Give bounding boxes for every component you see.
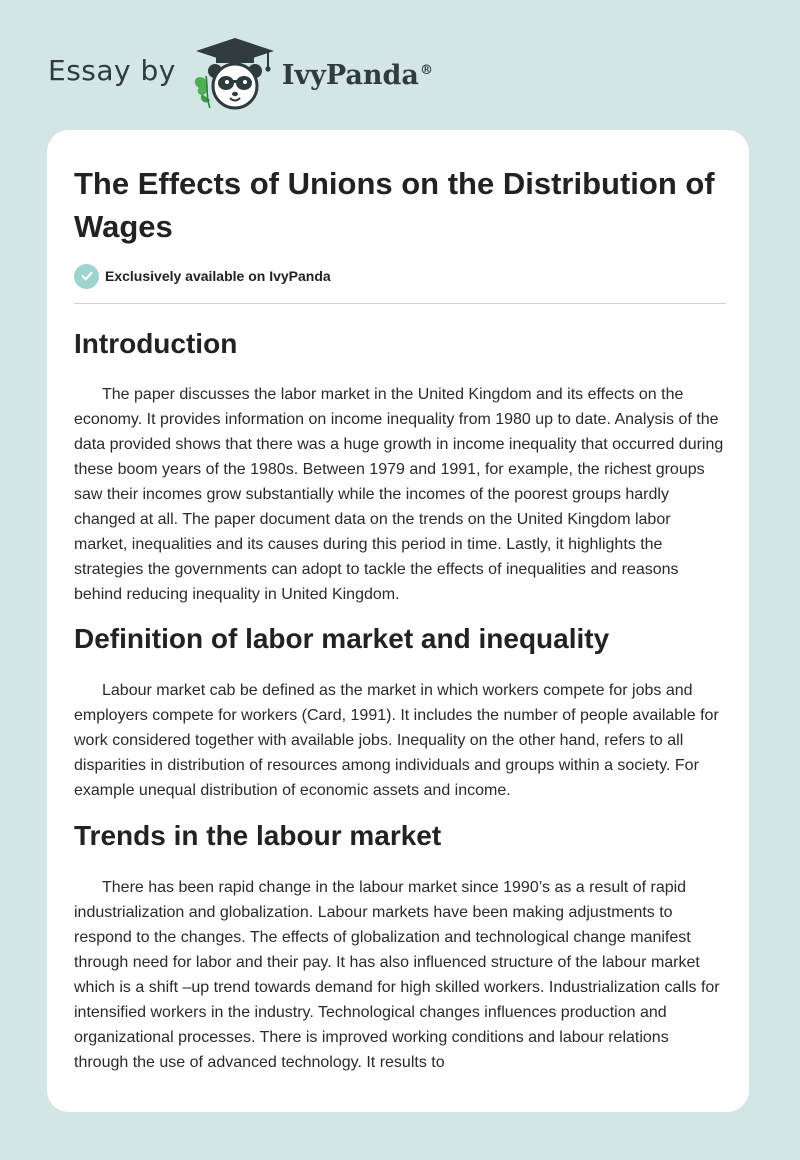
panda-graduate-icon bbox=[190, 34, 280, 112]
check-circle-icon bbox=[74, 264, 99, 289]
exclusive-badge bbox=[74, 263, 726, 289]
essay-content bbox=[74, 162, 726, 1075]
brand-header bbox=[48, 34, 433, 112]
section-paragraph: The paper discusses the labor market in the United Kingdom and its effects on the economy. It provides information on income inequality from 1980 up to date. Analysis of the data provided shows that there was a huge growth in income inequality that occurred during these boom years of the 1980s. Between 1979 and 1991, for example, the richest groups saw their incomes grow substantially while the incomes of the poorest groups hardly changed at all. The paper document data on the trends on the United Kingdom labor market, inequalities and its causes during this period in time. Lastly, it highlights the strategies the governments can adopt to tackle the effects of inequalities and reasons behind reducing inequality in United Kingdom. bbox=[74, 386, 724, 603]
section-heading: Trends in the labour market bbox=[74, 820, 442, 851]
section-heading: Definition of labor market and inequality bbox=[74, 623, 610, 654]
brand-name: IvyPanda® bbox=[281, 59, 433, 91]
brand-prefix: Essay by bbox=[48, 53, 176, 87]
section-paragraph: There has been rapid change in the labour market since 1990’s as a result of rapid industrialization and globalization. Labour markets have been making adjustments to respond to the changes. The effects of globalization and technological change manifest through need for labor and their pay. It has also influenced structure of the labour market which is a shift –up trend towards demand for high skilled workers. Industrialization calls for intensified workers in the industry. Technological changes influences production and organizational processes. There is improved working conditions and labour relations through the use of advanced technology. It results to bbox=[74, 879, 720, 1071]
divider bbox=[74, 303, 726, 304]
exclusive-label: Exclusively available on IvyPanda bbox=[105, 268, 331, 284]
section-paragraph: Labour market cab be defined as the market in which workers compete for jobs and employers compete for workers (Card, 1991). It includes the number of people available for work considered together with available jobs. Inequality on the other hand, refers to all disparities in distribution of resources among individuals and groups within a society. For example unequal distribution of economic assets and income. bbox=[74, 682, 719, 799]
section-introduction bbox=[74, 326, 726, 607]
essay-card bbox=[47, 130, 749, 1112]
section-heading: Introduction bbox=[74, 328, 238, 359]
essay-title: The Effects of Unions on the Distribution of Wages bbox=[74, 166, 715, 244]
section-trends bbox=[74, 818, 726, 1075]
registered-mark: ® bbox=[419, 62, 433, 78]
section-definition bbox=[74, 621, 726, 803]
